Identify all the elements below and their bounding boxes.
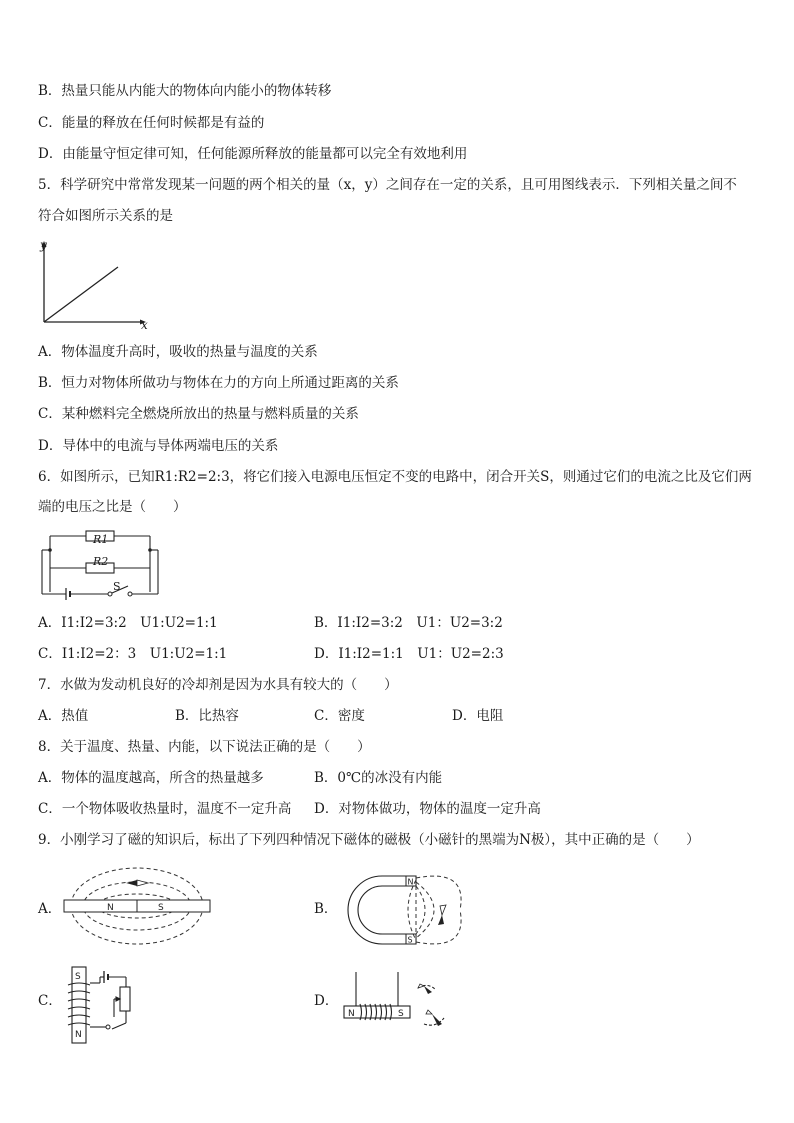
q5-option-c: C．某种燃料完全燃烧所放出的热量与燃料质量的关系 — [38, 406, 359, 422]
q6-option-a: A．I1:I2=3:2 U1:U2=1:1 — [38, 615, 218, 631]
q8-option-a: A．物体的温度越高，所含的热量越多 — [38, 770, 264, 786]
q9-a-pole-n: N — [107, 903, 114, 913]
q8-option-b: B．0℃的冰没有内能 — [314, 770, 443, 786]
q6-label-r1: R1 — [93, 533, 109, 546]
q9-b-pole-s: S — [407, 935, 413, 945]
q9-figure-c-electromagnet — [64, 965, 144, 1045]
q7-option-c: C．密度 — [314, 708, 365, 724]
q9-b-compass-needle — [438, 905, 446, 925]
q9-c-pole-n: N — [75, 1030, 82, 1040]
q5-graph-x-label: x — [141, 318, 148, 332]
q5-option-b: B．恒力对物体所做功与物体在力的方向上所通过距离的关系 — [38, 375, 399, 391]
q4-option-b: B．热量只能从内能大的物体向内能小的物体转移 — [38, 83, 332, 99]
q5-option-d: D．导体中的电流与导体两端电压的关系 — [38, 438, 279, 454]
q6-option-c: C．I1:I2=2：3 U1:U2=1:1 — [38, 646, 228, 662]
q9-d-pole-n: N — [348, 1009, 355, 1019]
q8-stem: 8．关于温度、热量、内能，以下说法正确的是（ ） — [38, 739, 371, 755]
q9-option-d-label: D． — [314, 993, 339, 1009]
q6-stem-line2: 端的电压之比是（ ） — [38, 499, 187, 515]
q5-stem-line1: 5．科学研究中常常发现某一问题的两个相关的量（x，y）之间存在一定的关系，且可用图线表示．下列相关量之间不 — [38, 177, 737, 193]
q9-c-pole-s: S — [75, 972, 81, 982]
q9-a-compass-needle — [126, 880, 148, 886]
q7-option-a: A．热值 — [38, 708, 89, 724]
q6-label-s: S — [113, 580, 121, 593]
q9-figure-d-solenoid — [340, 968, 460, 1032]
q9-option-c-label: C． — [38, 993, 62, 1009]
q5-proportional-line — [44, 267, 118, 322]
q8-option-c: C．一个物体吸收热量时，温度不一定升高 — [38, 801, 292, 817]
q9-figure-b-u-magnet — [340, 858, 460, 962]
q9-figure-a-bar-magnet — [64, 860, 210, 950]
q9-stem: 9．小刚学习了磁的知识后，标出了下列四种情况下磁体的磁极（小磁针的黑端为N极），其中正确的是（ ） — [38, 832, 700, 848]
q6-stem-line1: 6．如图所示，已知R1:R2=2:3，将它们接入电源电压恒定不变的电路中，闭合开关S，则通过它们的电流之比及它们两 — [38, 469, 752, 485]
q7-option-d: D．电阻 — [452, 708, 504, 724]
q9-option-b-label: B． — [314, 901, 338, 917]
q9-d-compass-needle-bottom — [426, 1010, 442, 1026]
q5-option-a: A．物体温度升高时，吸收的热量与温度的关系 — [38, 344, 318, 360]
q9-d-pole-s: S — [398, 1009, 404, 1019]
q7-option-b: B．比热容 — [175, 708, 239, 724]
q6-label-r2: R2 — [93, 555, 109, 568]
q9-option-a-label: A． — [38, 901, 62, 917]
q6-option-b: B．I1:I2=3:2 U1：U2=3:2 — [314, 615, 503, 631]
q5-xy-graph — [38, 238, 158, 333]
q8-option-d: D．对物体做功，物体的温度一定升高 — [314, 801, 541, 817]
q4-option-c: C．能量的释放在任何时候都是有益的 — [38, 115, 265, 131]
q7-stem: 7．水做为发动机良好的冷却剂是因为水具有较大的（ ） — [38, 677, 398, 693]
q9-a-pole-s: S — [158, 903, 164, 913]
q4-option-d: D．由能量守恒定律可知，任何能源所释放的能量都可以完全有效地利用 — [38, 146, 468, 162]
q5-graph-y-label: y — [40, 238, 47, 252]
q6-option-d: D．I1:I2=1:1 U1：U2=2:3 — [314, 646, 504, 662]
q5-stem-line2: 符合如图所示关系的是 — [38, 208, 173, 224]
q9-b-pole-n: N — [407, 877, 414, 887]
